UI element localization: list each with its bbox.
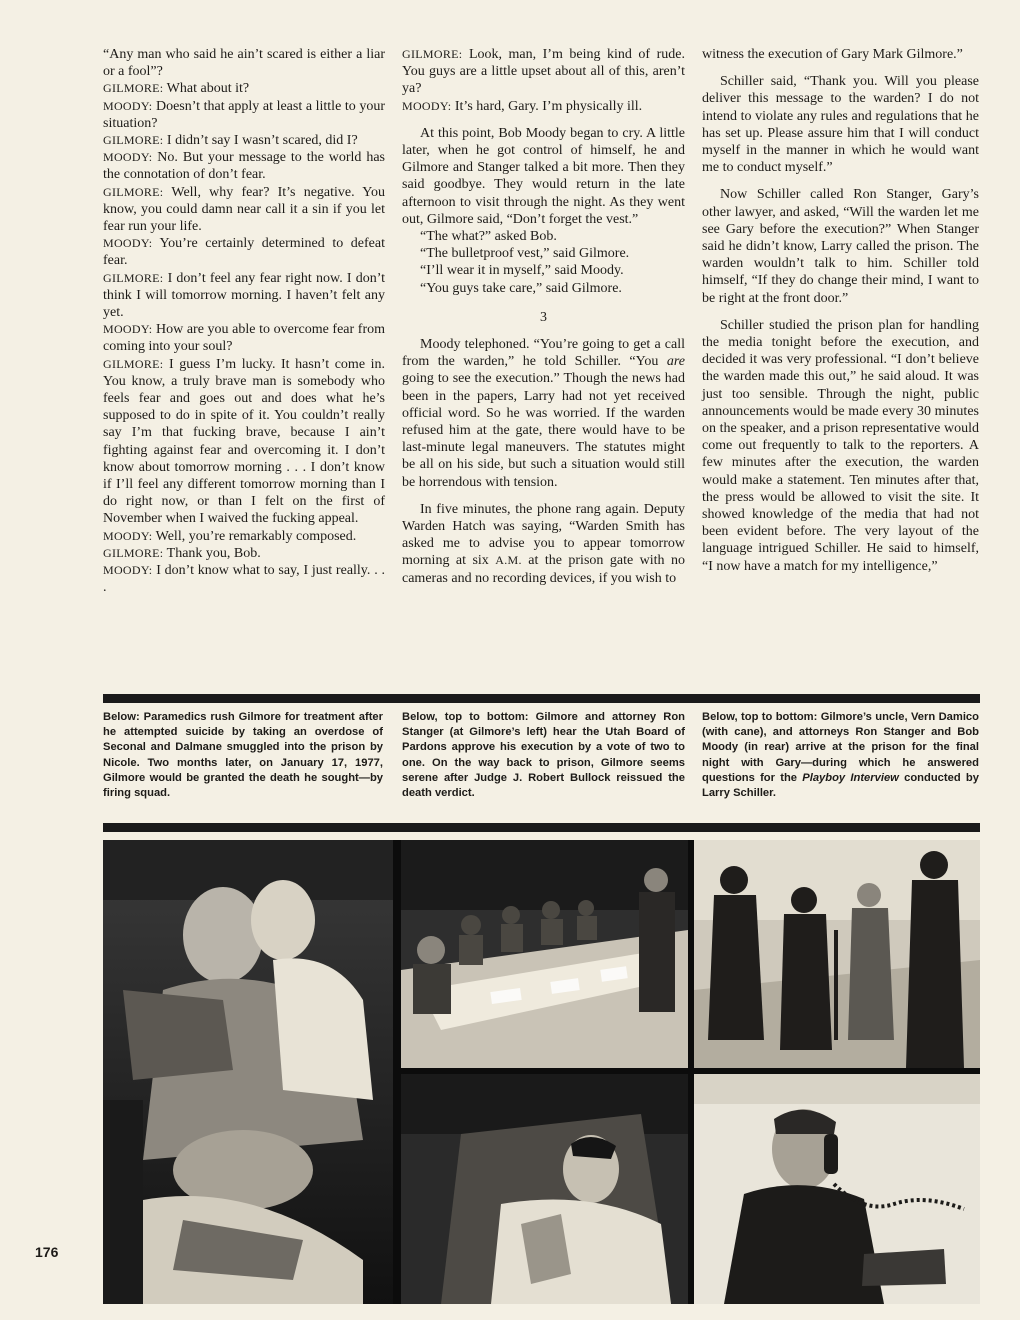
divider-rule-bottom: [103, 823, 980, 832]
photo-grid: [103, 840, 980, 1304]
dialog-line: [103, 80, 385, 97]
photo-arrival-at-prison: [694, 840, 980, 1068]
paragraph: [402, 336, 685, 491]
dialog-text: No. But your message to the world has the connotation of don’t fear.: [103, 150, 385, 183]
photo-gilmore-reclining: [401, 1074, 688, 1304]
dialog-text: I don’t know what to say, I just really. . . .: [103, 563, 386, 596]
text-run: In five minutes, the phone rang again. Deputy Warden Hatch was saying, “Warden Smith has asked me to advise you to appear tomorrow morning at six: [402, 501, 685, 569]
dialog-text: I guess I’m lucky. It hasn’t come in. You know, a truly brave man is somebody who feels fear and goes out and does what he’s supposed to do in spite of it. You couldn’t really say I’m that fucking brave, because I ain’t fighting against fear and overcoming it. I don’t know about tomorrow morning . . . I don’t know if I’ll feel any different tomorrow morning than I do right now, or than I felt on the first of November when I waived the fucking appeal.: [103, 356, 386, 527]
photo-caption-middle: Below, top to bottom: Gilmore and attorney Ron Stanger (at Gilmore’s left) hear the Utah Board of Pardons approve his execution by a vote of two to one. On the way back to prison, Gilmore seems serene after Judge J. Robert Bullock reissued the death verdict.: [402, 711, 685, 800]
dialog-text: I didn’t say I wasn’t scared, did I?: [166, 133, 358, 149]
speaker-label: GILMORE:: [103, 184, 164, 199]
section-number: 3: [540, 309, 547, 325]
dialog-text: What about it?: [166, 81, 250, 97]
article-column-2: [402, 46, 685, 587]
speaker-label: MOODY:: [103, 528, 153, 543]
quote-line: [103, 46, 385, 80]
article-column-3: [702, 46, 979, 575]
dialog-line: [103, 545, 385, 562]
speaker-label: GILMORE:: [103, 270, 164, 285]
text-run: Moody telephoned. “You’re going to get a call from the warden,” he told Schiller. “You: [402, 337, 685, 370]
dialog-text: How are you able to overcome fear from coming into your soul?: [103, 322, 385, 355]
speaker-label: GILMORE:: [103, 133, 164, 148]
text-run: at the prison gate with no cameras and no recording devices, if you wish to: [402, 553, 685, 586]
quote-line: “I’ll wear it in myself,” said Moody.: [420, 263, 624, 279]
quote-line: “You guys take care,” said Gilmore.: [420, 280, 622, 296]
speaker-label: GILMORE:: [402, 47, 463, 61]
dialog-line: [103, 356, 385, 528]
small-caps-text: A.M.: [495, 553, 522, 568]
speaker-label: MOODY:: [103, 563, 153, 578]
paragraph: Schiller said, “Thank you. Will you please deliver this message to the warden? I do not intend to violate any rules and regulations that he has set up. Please assure him that I will conduct myself in the manner in which he would want me to conduct myself.”: [702, 74, 979, 176]
photo-board-of-pardons: [401, 840, 688, 1068]
dialog-text: Well, why fear? It’s negative. You know, you could damn near call it a sin if you let fear run your life.: [103, 184, 385, 235]
dialog-text: Thank you, Bob.: [166, 545, 261, 561]
dialog-text: Doesn’t that apply at least a little to your situation?: [103, 98, 386, 131]
quote-line: “The bulletproof vest,” said Gilmore.: [420, 246, 630, 262]
dialog-text: I don’t feel any fear right now. I don’t think I will tomorrow morning. I haven’t felt any yet.: [103, 270, 386, 321]
dialog-line: [103, 270, 385, 322]
dialog-line: [103, 235, 385, 269]
paragraph: Schiller studied the prison plan for handling the media tonight before the execution, and decided it was very professional. “I don’t believe the warden made this out,” he said aloud. It was just too sensible. Through the night, public announcements would be made every 30 minutes on the speaker, and a prison representative would come out frequently to talk to the reporters. A few minutes after the execution, the warden would make a statement. Ten minutes after that, the press would be allowed to visit the site. It showed knowledge of the media that had not been evident before. The very layout of the language intrigued Schiller. He said to himself, “I now have a match for my intelligence,”: [702, 317, 979, 574]
caption-emphasis: Playboy Interview: [802, 771, 899, 784]
paragraph: [402, 501, 685, 587]
paragraph: Now Schiller called Ron Stanger, Gary’s other lawyer, and asked, “Will the warden let me see Gary before the execution?” When Stanger said he didn’t know, Larry called the prison. The warden wouldn’t talk to him. Schiller told himself, “If they do change their mind, I want to be right at the front door.”: [702, 187, 979, 306]
dialog-text: “Any man who said he ain’t scared is either a liar or a fool”?: [103, 47, 385, 80]
speaker-label: MOODY:: [402, 98, 452, 113]
dialog-line: [402, 46, 685, 98]
caption-text: Below, top to bottom: Gilmore’s uncle, Vern Damico (with cane), and attorneys Ron Stanger and Bob Moody (in rear) arrive at the prison for the final night with Gary—during which he answered questions for the: [702, 711, 979, 784]
photo-paramedics: [103, 840, 393, 1304]
speaker-label: GILMORE:: [103, 81, 164, 96]
dialog-line: [103, 562, 385, 596]
divider-rule-top: [103, 694, 980, 703]
dialog-line: [103, 98, 385, 132]
paragraph: witness the execution of Gary Mark Gilmore.”: [702, 47, 963, 62]
photo-caption-right: [702, 710, 979, 801]
photo-caption-left: Below: Paramedics rush Gilmore for treatment after he attempted suicide by taking an overdose of Seconal and Dalmane smuggled into the prison by Nicole. Two months later, on January 17, 1977, Gilmore would be granted the death he sought—by firing squad.: [103, 711, 383, 800]
text-run: going to see the execution.” Though the news had been in the papers, Larry had not yet received official word. So he was worried. If the warden refused him at the gate, there would have to be last-minute legal maneuvers. The statutes might be all on his side, but such a situation would still be horrendous with tension.: [402, 371, 685, 490]
speaker-label: MOODY:: [103, 322, 153, 337]
paragraph: At this point, Bob Moody began to cry. A little later, when he got control of himself, he and Gilmore and Stanger talked a bit more. Then they said goodbye. They would return in the late afternoon to visit through the night. As they went out, Gilmore said, “Don’t forget the vest.”: [402, 125, 685, 227]
speaker-label: GILMORE:: [103, 545, 164, 560]
photo-telephone: [694, 1074, 980, 1304]
caption-text: conducted by Larry Schiller.: [702, 771, 979, 800]
dialog-line: [103, 528, 385, 545]
speaker-label: GILMORE:: [103, 356, 164, 371]
speaker-label: MOODY:: [103, 236, 153, 251]
article-column-1: [103, 46, 385, 597]
dialog-line: [103, 321, 385, 355]
page-number: 176: [35, 1244, 59, 1260]
dialog-text: You’re certainly determined to defeat fear.: [103, 236, 386, 269]
quote-line: “The what?” asked Bob.: [420, 229, 557, 245]
dialog-line: [402, 98, 685, 115]
speaker-label: MOODY:: [103, 98, 153, 113]
dialog-text: It’s hard, Gary. I’m physically ill.: [454, 98, 643, 114]
speaker-label: MOODY:: [103, 150, 153, 165]
dialog-text: Look, man, I’m being kind of rude. You guys are a little upset about all of this, aren’t ya?: [402, 47, 685, 97]
emphasis: are: [666, 354, 685, 370]
dialog-line: [103, 132, 385, 149]
dialog-line: [103, 149, 385, 183]
dialog-line: [103, 184, 385, 236]
dialog-text: Well, you’re remarkably composed.: [155, 528, 357, 544]
